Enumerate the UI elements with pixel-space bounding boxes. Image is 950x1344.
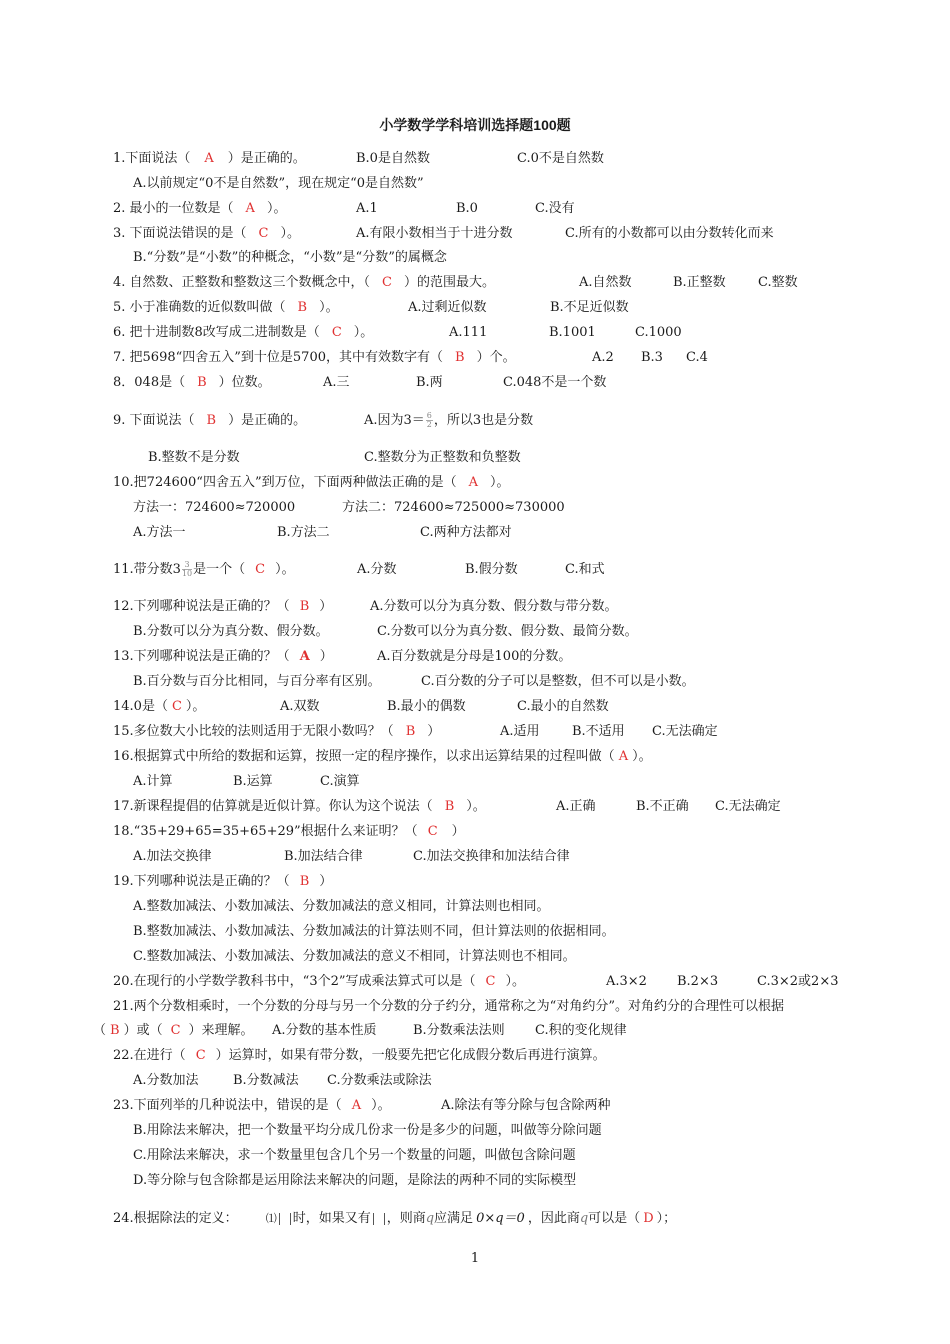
q8-stem: 8．048是（ xyxy=(113,375,186,390)
q22-option-c: C.分数乘法或除法 xyxy=(327,1073,432,1088)
q6-option-c: C.1000 xyxy=(635,325,682,340)
q12-option-c: C.分数可以分为真分数、假分数、最简分数。 xyxy=(377,624,638,639)
q23-option-b: B.用除法来解决，把一个数量平均分成几份求一份是多少的问题，叫做等分除问题 xyxy=(133,1123,602,1138)
q24-stem-3: ，则商 xyxy=(386,1211,426,1226)
question-19 xyxy=(113,873,332,891)
q3-option-b: B.“分数”是“小数”的种概念，“小数”是“分数”的属概念 xyxy=(133,250,447,265)
q23-stem-end: ）。 xyxy=(371,1098,391,1113)
q4-option-b: B.正整数 xyxy=(673,275,726,290)
q11-option-b: B.假分数 xyxy=(465,562,518,577)
q23-option-c: C.用除法来解决，求一个数量里包含几个另一个数量的问题，叫做包含除问题 xyxy=(133,1148,576,1163)
q5-stem: 5. 小于准确数的近似数叫做（ xyxy=(113,300,286,315)
q24-stem: 24.根据除法的定义： xyxy=(113,1211,238,1226)
q14-option-c: C.最小的自然数 xyxy=(517,699,609,714)
q9-option-a-text: A.因为3＝ xyxy=(364,413,425,428)
question-7 xyxy=(113,349,516,367)
q7-stem-end: ）个。 xyxy=(476,350,516,365)
q15-stem: 15.多位数大小比较的法则适用于无限小数吗？（ xyxy=(113,724,394,739)
q20-option-b: B.2×3 xyxy=(677,974,719,989)
q20-option-c: C.3×2或2×3 xyxy=(757,974,839,989)
q19-stem-end: ） xyxy=(319,874,333,889)
q11-stem: 11.带分数3 xyxy=(113,562,181,577)
q19-stem: 19.下列哪种说法是正确的？（ xyxy=(113,874,290,889)
q23-stem: 23.下面列举的几种说法中，错误的是（ xyxy=(113,1098,342,1113)
fraction-numerator: 3 xyxy=(182,561,192,570)
q13-option-a: A.百分数就是分母是100的分数。 xyxy=(377,649,572,664)
question-8 xyxy=(113,374,271,392)
q19-option-a: A.整数加减法、小数加减法、分数加减法的意义相同，计算法则也相同。 xyxy=(133,899,550,914)
question-22 xyxy=(113,1047,606,1065)
document-title: 小学数学学科培训选择题100题 xyxy=(379,117,571,133)
question-11 xyxy=(113,561,295,579)
q22-answer: C xyxy=(195,1048,206,1063)
q9-option-c: C.整数分为正整数和负整数 xyxy=(364,450,521,465)
q4-option-c: C.整数 xyxy=(758,275,798,290)
q1-answer: A xyxy=(204,151,214,166)
q7-option-b: B.3 xyxy=(641,350,663,365)
q20-option-a: A.3×2 xyxy=(606,974,647,989)
q4-answer: C xyxy=(382,275,392,290)
q13-option-c: C.百分数的分子可以是整数，但不可以是小数。 xyxy=(421,674,695,689)
q5-answer: B xyxy=(297,300,308,315)
q17-option-a: A.正确 xyxy=(556,799,596,814)
q15-stem-end: ） xyxy=(427,724,441,739)
q16-option-b: B.运算 xyxy=(233,774,273,789)
q19-option-c: C.整数加减法、小数加减法、分数加减法的意义不相同，计算法则也不相同。 xyxy=(133,949,576,964)
q17-stem-end: ）。 xyxy=(466,799,486,814)
q2-option-b: B.0 xyxy=(456,201,478,216)
q22-option-a: A.分数加法 xyxy=(133,1073,199,1088)
q7-stem: 7. 把5698“四舍五入”到十位是5700，其中有效数字有（ xyxy=(113,350,443,365)
q12-stem-end: ） xyxy=(319,599,333,614)
q5-option-b: B.不足近似数 xyxy=(550,300,629,315)
q3-option-c: C.所有的小数都可以由分数转化而来 xyxy=(565,226,774,241)
question-4 xyxy=(113,274,495,292)
q22-stem: 22.在进行（ xyxy=(113,1048,186,1063)
question-18 xyxy=(113,823,465,841)
question-3 xyxy=(113,225,300,243)
q6-stem-end: ）。 xyxy=(353,325,374,340)
q24-equation: 0×q＝0 xyxy=(476,1211,525,1226)
question-1 xyxy=(113,150,306,168)
q11-stem-mid: 是一个（ xyxy=(193,562,246,577)
q15-answer: B xyxy=(405,724,416,739)
q21-paren-open: （ xyxy=(93,1023,107,1038)
question-13 xyxy=(113,648,333,666)
q15-option-a: A.适用 xyxy=(500,724,540,739)
variable-q-icon: q xyxy=(579,1211,589,1226)
q9-option-a xyxy=(364,412,533,430)
q4-option-a: A.自然数 xyxy=(579,275,632,290)
q10-option-c: C.两种方法都对 xyxy=(420,525,512,540)
q19-option-b: B.整数加减法、小数加减法、分数加减法的计算法则不同，但计算法则的依据相同。 xyxy=(133,924,615,939)
q8-option-c: C.048不是一个数 xyxy=(503,375,607,390)
q23-answer: A xyxy=(351,1098,362,1113)
q2-stem: 2. 最小的一位数是（ xyxy=(113,201,234,216)
question-20 xyxy=(113,973,525,991)
q24-marker: ⑴ xyxy=(265,1212,277,1225)
q18-stem: 18.“35+29+65=35+65+29”根据什么来证明？（ xyxy=(113,824,418,839)
question-2 xyxy=(113,200,286,218)
q13-answer: A xyxy=(299,649,310,664)
q7-option-a: A.2 xyxy=(592,350,614,365)
q6-option-b: B.1001 xyxy=(549,325,596,340)
q10-answer: A xyxy=(468,475,478,490)
q10-method-2: 方法二：724600≈725000≈730000 xyxy=(342,500,565,515)
q19-answer: B xyxy=(299,874,310,889)
q21-stem-mid: ）或（ xyxy=(123,1023,163,1038)
q16-option-c: C.演算 xyxy=(320,774,360,789)
q21-answer-1: B xyxy=(110,1023,120,1038)
question-10 xyxy=(113,474,510,492)
q24-answer: D xyxy=(643,1211,654,1226)
q10-stem: 10.把724600“四舍五入”到万位，下面两种做法正确的是（ xyxy=(113,475,457,490)
q12-stem: 12.下列哪种说法是正确的？（ xyxy=(113,599,290,614)
q7-option-c: C.4 xyxy=(686,350,708,365)
q22-option-b: B.分数减法 xyxy=(233,1073,299,1088)
q2-option-a: A.1 xyxy=(356,201,378,216)
fraction-denominator: 2 xyxy=(426,420,432,429)
q20-answer: C xyxy=(485,974,496,989)
q9-fraction xyxy=(426,412,433,429)
page-number: 1 xyxy=(470,1251,480,1266)
q21-answers xyxy=(93,1022,254,1040)
q24-stem-6: 可以是（ xyxy=(588,1211,641,1226)
q8-stem-end: ）位数。 xyxy=(218,375,271,390)
q1-option-c: C.0不是自然数 xyxy=(517,151,604,166)
q11-answer: C xyxy=(255,562,266,577)
q24-stem-4: 应满足 xyxy=(434,1211,474,1226)
q12-answer: B xyxy=(299,599,310,614)
q2-stem-end: ）。 xyxy=(266,201,287,216)
q18-answer: C xyxy=(427,824,438,839)
q16-stem: 16.根据算式中所给的数据和运算，按照一定的程序操作，以求出运算结果的过程叫做（ xyxy=(113,749,615,764)
q21-answer-2: C xyxy=(170,1023,181,1038)
q14-option-a: A.双数 xyxy=(280,699,320,714)
q9-option-a-text-end: ，所以3也是分数 xyxy=(433,413,534,428)
q12-option-b: B.分数可以分为真分数、假分数。 xyxy=(133,624,329,639)
q11-fraction xyxy=(182,561,192,578)
q6-stem: 6. 把十进制数8改写成二进制数是（ xyxy=(113,325,320,340)
question-9 xyxy=(113,412,306,430)
q24-stem-end: ）； xyxy=(656,1211,677,1226)
q4-stem-end: ）的范围最大。 xyxy=(404,275,496,290)
q8-option-b: B.两 xyxy=(416,375,443,390)
q2-option-c: C.没有 xyxy=(535,201,575,216)
q6-answer: C xyxy=(331,325,342,340)
q17-option-b: B.不正确 xyxy=(636,799,689,814)
q9-option-b: B.整数不是分数 xyxy=(148,450,240,465)
question-16 xyxy=(113,748,652,766)
q5-option-a: A.过剩近似数 xyxy=(408,300,487,315)
q24-stem-5: ，因此商 xyxy=(527,1211,580,1226)
q18-stem-end: ） xyxy=(451,824,465,839)
q11-option-a: A.分数 xyxy=(357,562,397,577)
q23-option-a: A.除法有等分除与包含除两种 xyxy=(441,1098,611,1113)
q21-option-c: C.积的变化规律 xyxy=(535,1023,627,1038)
q24-stem-2: 时，如果又有 xyxy=(292,1211,371,1226)
q11-option-c: C.和式 xyxy=(565,562,605,577)
q20-stem: 20.在现行的小学数学教科书中，“3个2”写成乘法算式可以是（ xyxy=(113,974,476,989)
q16-option-a: A.计算 xyxy=(133,774,173,789)
question-12 xyxy=(113,598,332,616)
q13-stem-end: ） xyxy=(319,649,333,664)
question-23 xyxy=(113,1097,391,1115)
question-21: 21.两个分数相乘时，一个分数的分母与另一个分数的分子约分，通常称之为“对角约分”。对角约分的合理性可以根据 xyxy=(113,999,784,1014)
q10-option-a: A.方法一 xyxy=(133,525,186,540)
q23-option-d: D.等分除与包含除都是运用除法来解决的问题，是除法的两种不同的实际模型 xyxy=(133,1173,577,1188)
q6-option-a: A.111 xyxy=(449,325,488,340)
q5-stem-end: ）。 xyxy=(319,300,339,315)
q3-answer: C xyxy=(258,226,269,241)
q7-answer: B xyxy=(455,350,465,365)
q15-option-b: B.不适用 xyxy=(572,724,625,739)
q3-stem: 3. 下面说法错误的是（ xyxy=(113,226,247,241)
question-6 xyxy=(113,324,373,342)
q10-option-b: B.方法二 xyxy=(277,525,330,540)
question-5 xyxy=(113,299,339,317)
fraction-numerator: 6 xyxy=(426,411,432,420)
question-15 xyxy=(113,723,440,741)
q16-answer: A xyxy=(618,749,629,764)
q17-answer: B xyxy=(444,799,455,814)
q12-option-a: A.分数可以分为真分数、假分数与带分数。 xyxy=(370,599,618,614)
q14-option-b: B.最小的偶数 xyxy=(387,699,466,714)
q21-option-a: A.分数的基本性质 xyxy=(272,1023,377,1038)
q4-stem: 4. 自然数、正整数和整数这三个数概念中，（ xyxy=(113,275,371,290)
q13-option-b: B.百分数与百分比相同，与百分率有区别。 xyxy=(133,674,381,689)
q18-option-c: C.加法交换律和加法结合律 xyxy=(413,849,570,864)
q20-stem-end: ）。 xyxy=(505,974,525,989)
formula-glyph-icon xyxy=(279,1213,291,1225)
q1-option-a: A.以前规定“0不是自然数”，现在规定“0是自然数” xyxy=(133,176,424,191)
q14-stem: 14.0是（ xyxy=(113,699,168,714)
fraction-denominator: 10 xyxy=(181,569,193,578)
q3-stem-end: ）。 xyxy=(280,226,301,241)
q1-stem: 1.下面说法（ xyxy=(113,151,191,166)
formula-glyph-icon xyxy=(373,1213,385,1225)
q21-option-b: B.分数乘法法则 xyxy=(413,1023,505,1038)
question-24 xyxy=(113,1210,676,1228)
variable-q-icon: q xyxy=(425,1211,435,1226)
q17-option-c: C.无法确定 xyxy=(715,799,781,814)
question-17 xyxy=(113,798,486,816)
q2-answer: A xyxy=(245,201,255,216)
q9-stem-end: ）是正确的。 xyxy=(228,413,307,428)
q11-stem-end: ）。 xyxy=(275,562,295,577)
q21-stem-end: ）来理解。 xyxy=(188,1023,254,1038)
q22-stem-end: ）运算时，如果有带分数，一般要先把它化成假分数后再进行演算。 xyxy=(215,1048,606,1063)
q3-option-a: A.有限小数相当于十进分数 xyxy=(356,226,513,241)
q10-method-1: 方法一：724600≈720000 xyxy=(133,500,296,515)
q1-option-b: B.0是自然数 xyxy=(356,151,430,166)
q18-option-b: B.加法结合律 xyxy=(284,849,363,864)
question-14 xyxy=(113,698,205,716)
q14-answer: C xyxy=(171,699,182,714)
q18-option-a: A.加法交换律 xyxy=(133,849,212,864)
q8-option-a: A.三 xyxy=(323,375,350,390)
q13-stem: 13.下列哪种说法是正确的？（ xyxy=(113,649,290,664)
q9-answer: B xyxy=(206,413,217,428)
q1-stem-end: ）是正确的。 xyxy=(227,151,306,166)
q17-stem: 17.新课程提倡的估算就是近似计算。你认为这个说法（ xyxy=(113,799,433,814)
q9-stem: 9. 下面说法（ xyxy=(113,413,195,428)
q15-option-c: C.无法确定 xyxy=(652,724,718,739)
q8-answer: B xyxy=(197,375,207,390)
q14-stem-end: ）。 xyxy=(185,699,206,714)
q10-stem-end: ）。 xyxy=(489,475,510,490)
q16-stem-end: ）。 xyxy=(632,749,652,764)
